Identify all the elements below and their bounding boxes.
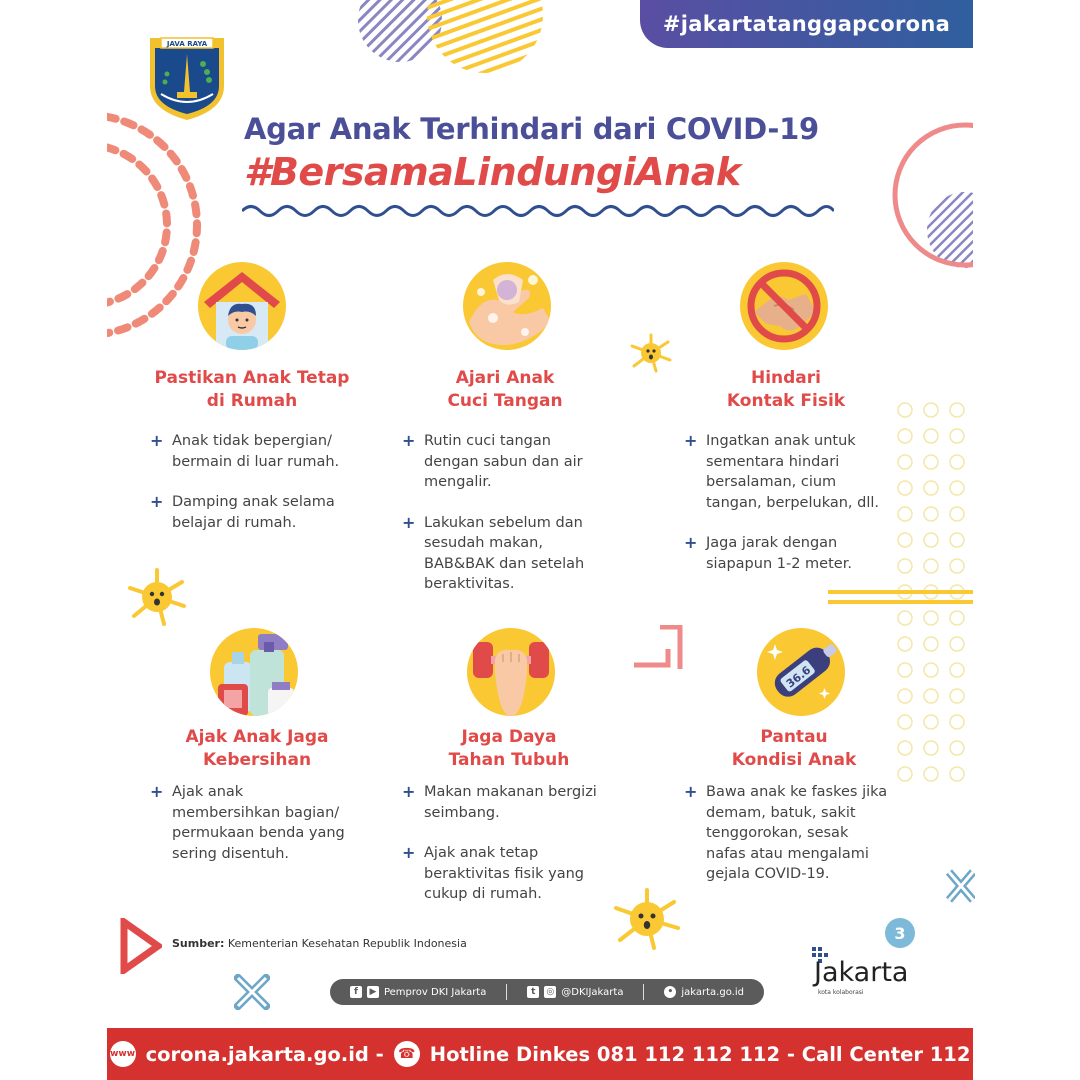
bullet-line: Ajak anak (172, 784, 244, 800)
item-title (132, 367, 372, 413)
wave-divider (242, 200, 834, 222)
thermometer-reading: 36.6 (783, 663, 814, 691)
item-title-line: Jaga Daya (461, 727, 557, 747)
separator (506, 984, 507, 1000)
bullet-point (402, 843, 632, 905)
twitter-instagram-account[interactable] (527, 986, 623, 998)
bullet-line: tenggorokan, sesak (706, 825, 849, 841)
source-text: Kementerian Kesehatan Republik Indonesia (227, 937, 467, 950)
bullet-line: Ingatkan anak untuk (706, 433, 856, 449)
item-title-line: Tahan Tubuh (448, 750, 570, 770)
item-bullets (402, 431, 632, 615)
bullet-line: BAB&BAK dan setelah (424, 555, 585, 572)
bullet-point (684, 782, 914, 885)
footer-website-link[interactable]: corona.jakarta.go.id - (145, 1042, 384, 1066)
jakarta-brand-logo (810, 945, 940, 1000)
plus-icon: + (150, 492, 164, 511)
item-title (385, 367, 625, 413)
bullet-line: seimbang. (424, 804, 500, 821)
bullet-line: nafas atau mengalami (706, 845, 869, 862)
facebook-icon: f (350, 986, 362, 998)
bullet-line: Jaga jarak dengan (706, 535, 838, 551)
hashtag-banner: #jakartatanggapcorona (640, 0, 973, 48)
bullet-line: beraktivitas. (424, 576, 515, 592)
item-title-line: Ajak Anak Jaga (185, 727, 329, 747)
thermometer-icon (757, 628, 845, 716)
plus-icon: + (684, 431, 698, 450)
item-title-line: Kebersihan (202, 750, 312, 770)
page-hashtag-title: #BersamaLindungiAnak (244, 150, 741, 194)
dki-jakarta-logo (147, 34, 227, 122)
item-title-line: Ajari Anak (455, 368, 555, 388)
plus-icon: + (684, 782, 698, 801)
facebook-youtube-handle: Pemprov DKI Jakarta (383, 986, 487, 998)
bullet-line: bersalaman, cium (706, 474, 837, 490)
page-title: Agar Anak Terhindari dari COVID-19 (244, 112, 819, 146)
instagram-icon: ◎ (544, 986, 556, 998)
bullet-point (402, 513, 632, 595)
plus-icon: + (402, 512, 416, 532)
bullet-line: sesudah makan, (424, 535, 543, 551)
twitter-instagram-handle: @DKIJakarta (561, 986, 624, 998)
plus-icon: + (150, 782, 164, 801)
footer-hotline-text: Hotline Dinkes 081 112 112 112 - Call Center 112 (429, 1042, 971, 1066)
bullet-line: siapapun 1-2 meter. (706, 555, 852, 572)
bullet-line: belajar di rumah. (172, 514, 297, 531)
item-title (674, 726, 914, 772)
item-title-line: Pastikan Anak Tetap (154, 368, 350, 388)
youtube-icon: ▶ (367, 986, 379, 998)
bullet-line: tangan, berpelukan, dll. (706, 494, 879, 511)
dashed-arcs-decoration (107, 110, 207, 350)
cross-decoration-right (945, 868, 975, 904)
bullet-point (402, 782, 632, 823)
item-title (666, 367, 906, 413)
item-title-line: Cuci Tangan (447, 391, 563, 411)
house-child-icon (198, 262, 286, 350)
plus-icon: + (402, 782, 416, 801)
item-title-line: Kondisi Anak (731, 750, 857, 770)
plus-icon: + (684, 533, 698, 552)
item-title-line: Pantau (760, 727, 828, 747)
no-handshake-icon (740, 262, 828, 350)
bullet-line: mengalir. (424, 474, 492, 490)
phone-icon: ☎ (394, 1041, 420, 1067)
logo-motto-text: JAVA RAYA (166, 40, 208, 48)
item-title (137, 726, 377, 772)
bullet-line: demam, batuk, sakit (706, 804, 856, 821)
bullet-line: cukup di rumah. (424, 886, 542, 902)
item-bullets (150, 431, 380, 553)
separator (643, 984, 644, 1000)
source-label: Sumber: (172, 937, 225, 950)
jakarta-tagline: kota kolaborasi (818, 989, 864, 996)
bullet-line: permukaan benda yang (172, 825, 345, 841)
bullet-line: sementara hindari (706, 453, 840, 470)
item-title (389, 726, 629, 772)
item-bullets (402, 782, 632, 925)
plus-icon: + (402, 843, 416, 862)
bullet-point (684, 533, 899, 574)
bullet-line: Bawa anak ke faskes jika (706, 784, 888, 800)
bullet-point (150, 782, 380, 864)
bullet-line: Rutin cuci tangan (424, 433, 551, 449)
play-triangle-decoration (120, 918, 162, 974)
item-bullets (150, 782, 380, 884)
virus-icon (126, 566, 188, 628)
social-media-bar (330, 979, 764, 1005)
bullet-line: gejala COVID-19. (706, 866, 830, 882)
bullet-point (150, 431, 380, 472)
source-credit (172, 937, 467, 950)
website-link[interactable] (664, 986, 744, 998)
item-bullets (684, 431, 899, 594)
globe-icon: • (664, 986, 676, 998)
jakarta-wordmark: Jakarta (814, 957, 909, 988)
item-title-line: Kontak Fisik (726, 391, 846, 411)
footer-contact-bar (107, 1028, 973, 1080)
bullet-line: Anak tidak bepergian/ (172, 433, 332, 449)
item-title-line: di Rumah (206, 391, 298, 411)
facebook-youtube-account[interactable] (350, 986, 486, 998)
plus-icon: + (150, 431, 164, 450)
bullet-line: beraktivitas fisik yang (424, 865, 585, 882)
bullet-point (402, 431, 632, 493)
website-text: jakarta.go.id (681, 986, 744, 998)
www-icon: www (110, 1041, 136, 1067)
cross-decoration-left (234, 974, 270, 1010)
item-title-line: Hindari (750, 368, 821, 388)
bullet-line: dengan sabun dan air (424, 453, 583, 470)
corner-bracket-decoration (630, 625, 685, 675)
ring-decoration (870, 115, 973, 285)
bullet-line: Ajak anak tetap (424, 845, 539, 861)
bullet-line: bermain di luar rumah. (172, 453, 340, 470)
cleaning-bottles-icon (210, 628, 298, 716)
item-bullets (684, 782, 914, 905)
bullet-line: Damping anak selama (172, 494, 335, 510)
bullet-point (150, 492, 380, 533)
bullet-line: membersihkan bagian/ (172, 804, 340, 821)
page-number-badge: 3 (885, 918, 915, 948)
bullet-point (684, 431, 899, 513)
dumbbell-icon (467, 628, 555, 716)
bullet-line: sering disentuh. (172, 845, 290, 862)
bullet-line: Makan makanan bergizi (424, 784, 597, 800)
twitter-icon: t (527, 986, 539, 998)
bullet-line: Lakukan sebelum dan (424, 514, 583, 531)
striped-circles-decoration (355, 0, 565, 80)
hand-wash-icon (463, 262, 551, 350)
plus-icon: + (402, 431, 416, 450)
